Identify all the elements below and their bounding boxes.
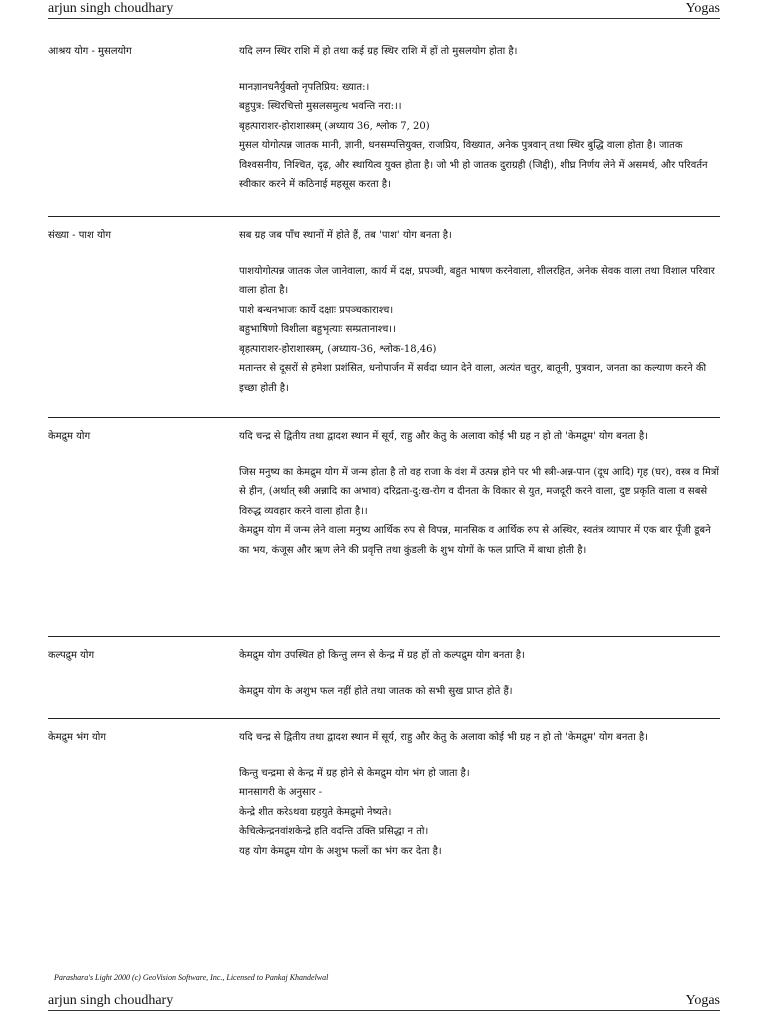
section-text: किन्तु चन्द्रमा से केन्द्र में ग्रह होने से केमद्रुम योग भंग हो जाता है। मानसागरी के अनुसार - केन्द्रे शीत करेऽथवा ग्रहयुते केमद्रुमो नेष्यते। केचित्केन्द्रनवांशकेन्द्रे हति वदन्ति उक्ति प्रसिद्धा न तो। यह योग केमद्रुम योग के अशुभ फलों का भंग कर देता है।	[239, 767, 470, 857]
section-text: केमद्रुम योग के अशुभ फल नहीं होते तथा जातक को सभी सुख प्राप्त होते हैं।	[239, 685, 513, 697]
section-intro: यदि लग्न स्थिर राशि में हो तथा कई ग्रह स्थिर राशि में हों तो मुसलयोग होता है।	[239, 46, 518, 57]
section-heading: कल्पद्रुम योग	[48, 650, 95, 661]
section-body	[239, 646, 720, 701]
section-heading: केमद्रुम योग	[48, 431, 91, 442]
footer-section-title: Yogas	[685, 993, 720, 1008]
section-body	[239, 226, 720, 398]
section-heading: आश्रय योग - मुसलयोग	[48, 46, 132, 57]
section-text: जिस मनुष्य का केमद्रुम योग में जन्म होता है तो वह राजा के वंश में उत्पन्न होने पर भी स्त्री-अन्न-पान (दूध आदि) गृह (घर), वस्त्र व मित्रों से हीन, (अर्थात् स्त्री अन्नादि का अभाव) दरिद्रता-दु:ख-रोग व दीनता के विकार से युत, मजदूरी करने वाला, दुष्ट प्रकृति वाला व सबसे विरुद्ध व्यवहार करने वाला होता है।। केमद्रुम योग में जन्म लेने वाला मनुष्य आर्थिक रुप से विपन्न, मानसिक व आर्थिक रुप से अस्थिर, स्वतंत्र व्यापार में एक बार पूँजी डूबने का भय, कंजूस और ऋण लेने की प्रवृत्ति तथा कुंडली के शुभ योगों के फल प्राप्ति में बाधा होती है।	[239, 466, 719, 556]
section-divider	[48, 216, 720, 217]
section-text: मानज्ञानधनैर्युक्तो नृपतिप्रिय: ख्यात:। बहुपुत्र: स्थिरचित्तो मुसलसमुत्थ भवन्ति नरा:।। बृहत्पाराशर-होराशास्त्रम् (अध्याय 36, श्लोक 7, 20) मुसल योगोत्पन्न जातक मानी, ज्ञानी, धनसम्पत्तियुक्त, राजप्रिय, विख्यात, अनेक पुत्रवान् तथा स्थिर बुद्धि वाला होता है। जातक विश्वसनीय, निश्चित, दृढ़, और स्थायित्व युक्त होता है। जो भी हो जातक दुराग्रही (जिद्दी), शीघ्र निर्णय लेने में असमर्थ, और परिवर्तन स्वीकार करने में कठिनाई महसूस करता है।	[239, 81, 708, 190]
software-credit: Parashara's Light 2000 (c) GeoVision Software, Inc., Licensed to Pankaj Khandelwal	[54, 973, 329, 982]
section-intro: यदि चन्द्र से द्वितीय तथा द्वादश स्थान में सूर्य, राहु और केतु के अलावा कोई भी ग्रह न हो तो 'केमद्रुम' योग बनता है।	[239, 431, 648, 442]
section-divider	[48, 417, 720, 418]
section-text: पाशयोगोत्पन्न जातक जेल जानेवाला, कार्य में दक्ष, प्रपञ्ची, बहुत भाषण करनेवाला, शीलरहित, अनेक सेवक वाला तथा विशाल परिवार वाला होता है। पाशे बन्धनभाजः कार्ये दक्षाः प्रपञ्चकाराश्च। बहुभाषिणो विशीला बहुभृत्याः सम्प्रतानाश्च।। बृहत्पाराशर-होराशास्त्रम्, (अध्याय-36, श्लोक-18,46) मतान्तर से दूसरों से हमेशा प्रशंसित, धनोपार्जन में सर्वदा ध्यान देने वाला, अत्यंत चतुर, बातूनी, पुत्रवान, जनता का कल्याण करने की इच्छा होती है।	[239, 265, 715, 394]
running-footer	[48, 993, 720, 1011]
running-header	[48, 1, 720, 19]
section-intro: केमद्रुम योग उपस्थित हो किन्तु लग्न से केन्द्र में ग्रह हों तो कल्पद्रुम योग बनता है।	[239, 650, 525, 661]
section-body	[239, 427, 720, 560]
section-intro: यदि चन्द्र से द्वितीय तथा द्वादश स्थान में सूर्य, राहु और केतु के अलावा कोई भी ग्रह न हो तो 'केमद्रुम' योग बनता है।	[239, 732, 648, 743]
section-intro: सब ग्रह जब पाँच स्थानों में होते हैं, तब 'पाश' योग बनता है।	[239, 230, 452, 241]
header-section-title: Yogas	[685, 1, 720, 16]
section-body	[239, 728, 720, 861]
section-heading: केमद्रुम भंग योग	[48, 732, 106, 743]
section-body	[239, 42, 720, 195]
header-author: arjun singh choudhary	[48, 1, 174, 16]
section-divider	[48, 718, 720, 719]
section-heading: संख्या - पाश योग	[48, 230, 112, 241]
section-divider	[48, 636, 720, 637]
footer-author: arjun singh choudhary	[48, 993, 174, 1008]
